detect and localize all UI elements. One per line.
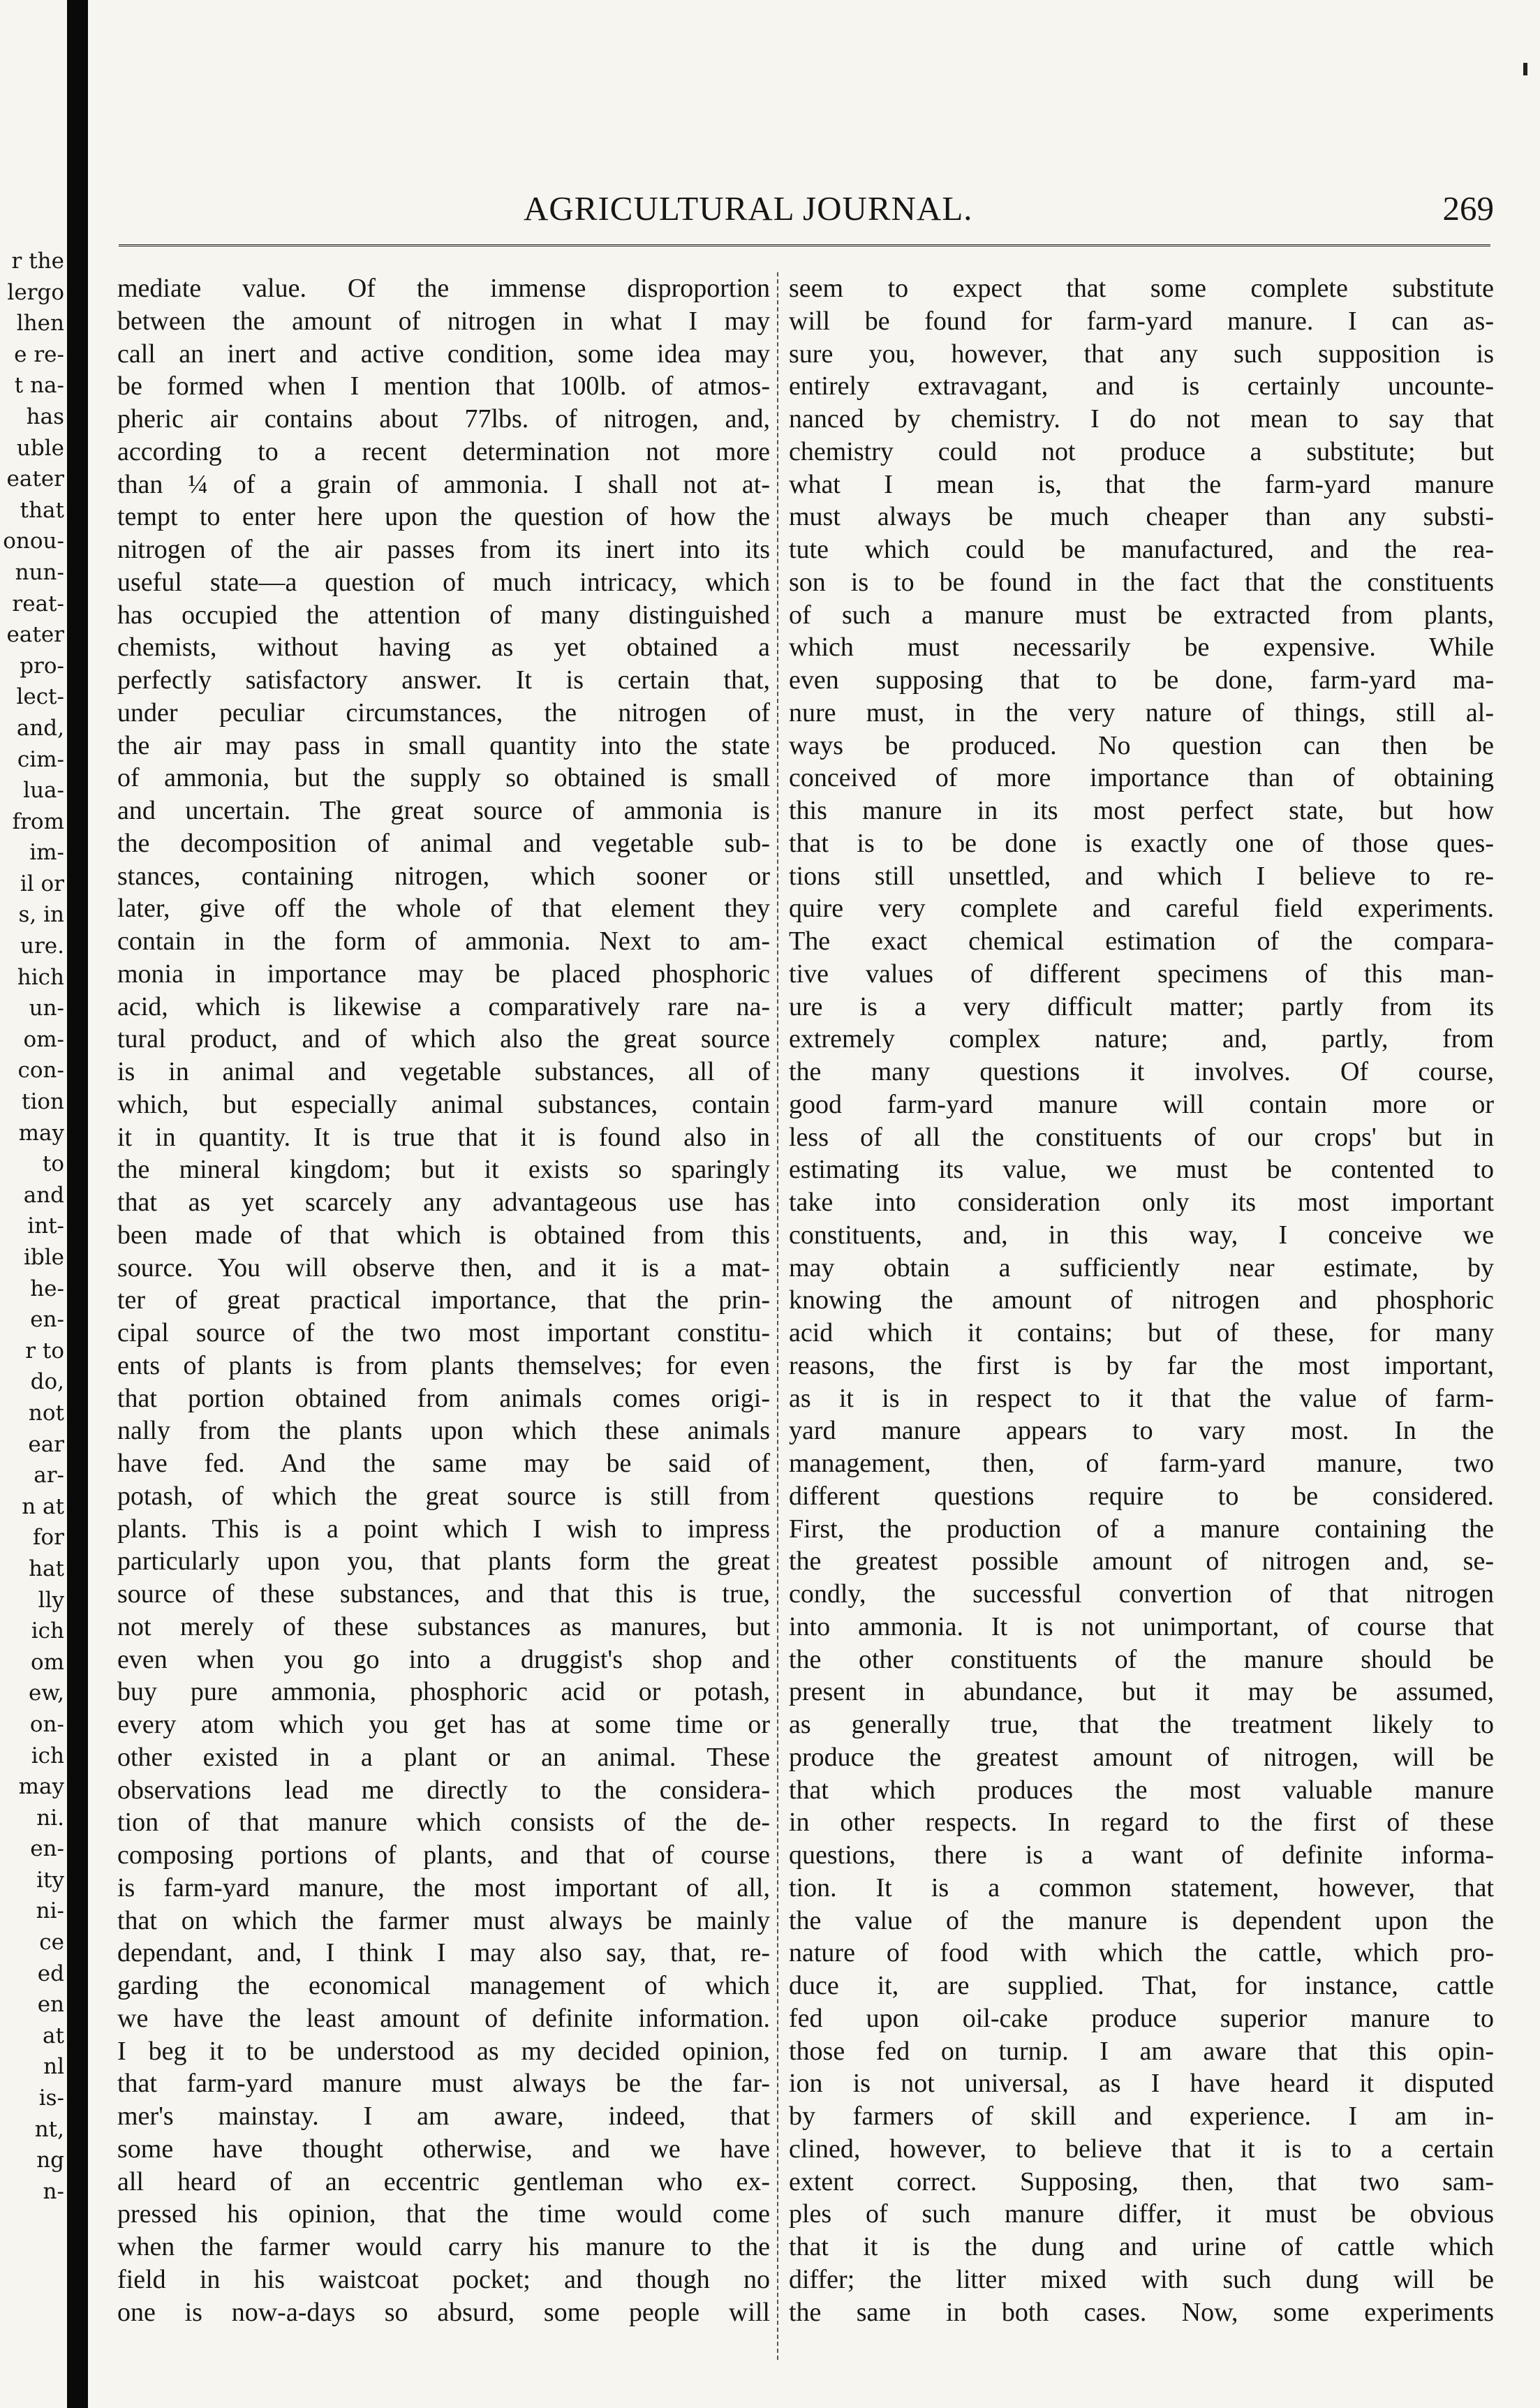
fragment-line: nl	[43, 2054, 64, 2080]
fragment-line: hat	[29, 1556, 64, 1581]
fragment-line: t na-	[14, 373, 64, 399]
text-line: has occupied the attention of many distinguished	[117, 600, 770, 630]
fragment-line: from	[12, 808, 64, 834]
text-line: tute which could be manufactured, and the rea-	[789, 535, 1494, 564]
text-line: by farmers of skill and experience. I am in-	[789, 2102, 1494, 2131]
text-line: tion. It is a common statement, however, that	[789, 1873, 1494, 1903]
fragment-line: lua-	[23, 778, 64, 804]
fragment-line: s, in	[18, 902, 64, 928]
text-line: that as yet scarcely any advantageous use has	[117, 1188, 770, 1217]
fragment-line: ni-	[36, 1898, 64, 1924]
text-line: clined, however, to believe that it is to a certain	[789, 2134, 1494, 2164]
text-line: nally from the plants upon which these animals	[117, 1416, 770, 1446]
text-line: and uncertain. The great source of ammonia is	[117, 796, 770, 825]
fragment-line: om-	[23, 1026, 64, 1052]
fragment-line: ew,	[28, 1681, 64, 1706]
text-line: differ; the litter mixed with such dung will be	[789, 2264, 1494, 2294]
fragment-line: is-	[38, 2085, 64, 2111]
text-line: present in abundance, but it may be assumed,	[789, 1677, 1494, 1707]
text-line: seem to expect that some complete substitute	[789, 274, 1494, 303]
text-line: management, then, of farm-yard manure, two	[789, 1449, 1494, 1478]
text-line: not merely of these substances as manures, but	[117, 1611, 770, 1641]
text-line: which must necessarily be expensive. While	[789, 633, 1494, 663]
fragment-line: en	[37, 1992, 64, 2018]
text-line: which, but especially animal substances, contain	[117, 1089, 770, 1119]
text-line: is farm-yard manure, the most important of all,	[117, 1873, 770, 1903]
fragment-line: lhen	[16, 311, 64, 337]
edge-mark	[1523, 63, 1527, 75]
fragment-line: do,	[30, 1369, 64, 1395]
fragment-line: eater	[6, 466, 64, 492]
running-head	[105, 189, 1494, 237]
text-line: source of these substances, and that this is true,	[117, 1579, 770, 1609]
text-line: the decomposition of animal and vegetable sub-	[117, 828, 770, 858]
column-divider	[777, 272, 778, 2360]
fragment-line: nt,	[34, 2116, 64, 2142]
text-line: tural product, and of which also the great source	[117, 1024, 770, 1054]
fragment-line: may	[18, 1120, 64, 1146]
text-line: than ¼ of a grain of ammonia. I shall not at-	[117, 469, 770, 499]
text-line: garding the economical management of which	[117, 1971, 770, 2000]
text-line: extremely complex nature; and, partly, from	[789, 1024, 1494, 1054]
text-line: duce it, are supplied. That, for instance, cattle	[789, 1971, 1494, 2000]
text-line: contain in the form of ammonia. Next to am-	[117, 926, 770, 956]
text-line: the many questions it involves. Of course,	[789, 1057, 1494, 1086]
text-line: dependant, and, I think I may also say, that, re-	[117, 1938, 770, 1968]
fragment-line: nun-	[15, 559, 64, 585]
text-line: fed upon oil-cake produce superior manure to	[789, 2003, 1494, 2033]
fragment-line: for	[33, 1525, 64, 1551]
fragment-line: ear	[28, 1431, 64, 1457]
fragment-line: ity	[36, 1867, 64, 1893]
text-line: into ammonia. It is not unimportant, of course that	[789, 1611, 1494, 1641]
text-line: nature of food with which the cattle, which pro-	[789, 1938, 1494, 1968]
right-text-column	[789, 272, 1494, 2360]
fragment-line: ich	[31, 1618, 64, 1644]
text-line: the same in both cases. Now, some experiments	[789, 2297, 1494, 2327]
text-line: even when you go into a druggist's shop and	[117, 1644, 770, 1674]
text-line: it in quantity. It is true that it is found also in	[117, 1122, 770, 1152]
text-line: observations lead me directly to the considera-	[117, 1775, 770, 1805]
text-line: every atom which you get has at some time or	[117, 1710, 770, 1739]
text-line: different questions require to be considered.	[789, 1481, 1494, 1511]
text-line: the mineral kingdom; but it exists so sparingly	[117, 1155, 770, 1185]
text-line: nanced by chemistry. I do not mean to say that	[789, 404, 1494, 434]
text-line: that is to be done is exactly one of those ques-	[789, 828, 1494, 858]
text-line: potash, of which the great source is still from	[117, 1481, 770, 1511]
text-line: The exact chemical estimation of the compara-	[789, 926, 1494, 956]
text-line: as it is in respect to it that the value of farm-	[789, 1383, 1494, 1413]
left-text-column	[117, 272, 770, 2360]
text-line: in other respects. In regard to the first of these	[789, 1808, 1494, 1838]
fragment-line: ni.	[36, 1805, 64, 1831]
fragment-line: con-	[17, 1058, 64, 1084]
text-line: condly, the successful convertion of that nitrogen	[789, 1579, 1494, 1609]
text-line: what I mean is, that the farm-yard manure	[789, 469, 1494, 499]
text-line: nure must, in the very nature of things, still al-	[789, 697, 1494, 727]
text-line: reasons, the first is by far the most important,	[789, 1350, 1494, 1380]
text-line: even supposing that to be done, farm-yard ma-	[789, 665, 1494, 695]
text-line: yard manure appears to vary most. In the	[789, 1416, 1494, 1446]
text-line: field in his waistcoat pocket; and though no	[117, 2264, 770, 2294]
text-line: the greatest possible amount of nitrogen and, se-	[789, 1546, 1494, 1576]
text-line: that portion obtained from animals comes origi-	[117, 1383, 770, 1413]
fragment-line: r the	[11, 249, 64, 274]
fragment-line: that	[20, 497, 64, 523]
text-line: stances, containing nitrogen, which sooner or	[117, 861, 770, 891]
fragment-line: om	[30, 1649, 64, 1675]
text-line: of ammonia, but the supply so obtained is small	[117, 763, 770, 793]
text-line: between the amount of nitrogen in what I may	[117, 306, 770, 336]
text-line: this manure in its most perfect state, but how	[789, 796, 1494, 825]
text-line: cipal source of the two most important constitu-	[117, 1318, 770, 1347]
text-line: mer's mainstay. I am aware, indeed, that	[117, 2102, 770, 2131]
text-line: I beg it to be understood as my decided opinion,	[117, 2036, 770, 2066]
text-line: useful state—a question of much intricacy, which	[117, 567, 770, 597]
text-line: is in animal and vegetable substances, all of	[117, 1057, 770, 1086]
text-line: have fed. And the same may be said of	[117, 1449, 770, 1478]
text-line: ion is not universal, as I have heard it disputed	[789, 2069, 1494, 2099]
text-line: acid which it contains; but of these, for many	[789, 1318, 1494, 1347]
fragment-line: ure.	[20, 933, 64, 959]
fragment-line: im-	[29, 840, 64, 866]
text-line: that it is the dung and urine of cattle which	[789, 2232, 1494, 2261]
text-line: be formed when I mention that 100lb. of atmos-	[117, 371, 770, 401]
text-line: tions still unsettled, and which I believe to re-	[789, 861, 1494, 891]
fragment-line: en-	[30, 1307, 64, 1333]
text-line: knowing the amount of nitrogen and phosphoric	[789, 1285, 1494, 1315]
text-line: that farm-yard manure must always be the far-	[117, 2069, 770, 2099]
text-line: other existed in a plant or an animal. These	[117, 1742, 770, 1772]
fragment-line: on-	[29, 1711, 64, 1737]
text-line: the air may pass in small quantity into the state	[117, 730, 770, 760]
text-line: call an inert and active condition, some idea may	[117, 339, 770, 369]
fragment-line: lergo	[7, 279, 64, 305]
fragment-line: at	[43, 2023, 64, 2048]
text-line: we have the least amount of definite information.	[117, 2003, 770, 2033]
text-line: monia in importance may be placed phosphoric	[117, 959, 770, 989]
text-line: those fed on turnip. I am aware that this opin-	[789, 2036, 1494, 2066]
fragment-line: n at	[22, 1493, 64, 1519]
fragment-line: ed	[37, 1960, 64, 1986]
text-line: under peculiar circumstances, the nitrogen of	[117, 697, 770, 727]
fragment-line: may	[18, 1774, 64, 1800]
text-line: must always be much cheaper than any substi-	[789, 502, 1494, 532]
fragment-line: r to	[25, 1338, 64, 1364]
page-number: 269	[1442, 189, 1494, 228]
fragment-line: e re-	[14, 341, 64, 367]
previous-page-column-fragment	[0, 246, 64, 2382]
text-line: tive values of different specimens of this man-	[789, 959, 1494, 989]
fragment-line: has	[26, 404, 64, 429]
fragment-line: en-	[30, 1836, 64, 1862]
fragment-line: ng	[36, 2148, 64, 2173]
fragment-line: onou-	[3, 529, 64, 554]
text-line: the value of the manure is dependent upon the	[789, 1905, 1494, 1935]
text-line: chemistry could not produce a substitute; but	[789, 436, 1494, 466]
text-line: ways be produced. No question can then be	[789, 730, 1494, 760]
text-line: quire very complete and careful field experiments.	[789, 894, 1494, 924]
text-line: that which produces the most valuable manure	[789, 1775, 1494, 1805]
text-line: constituents, and, in this way, I conceive we	[789, 1220, 1494, 1250]
text-line: take into consideration only its most important	[789, 1188, 1494, 1217]
text-line: ples of such manure differ, it must be obvious	[789, 2199, 1494, 2229]
text-line: nitrogen of the air passes from its inert into its	[117, 535, 770, 564]
fragment-line: not	[28, 1400, 64, 1426]
fragment-line: int-	[27, 1213, 64, 1239]
text-line: chemists, without having as yet obtained a	[117, 633, 770, 663]
fragment-line: uble	[16, 435, 64, 461]
fragment-line: ich	[31, 1743, 64, 1768]
fragment-line: il or	[20, 871, 64, 896]
text-line: ter of great practical importance, that the prin-	[117, 1285, 770, 1315]
text-line: source. You will observe then, and it is a mat-	[117, 1253, 770, 1283]
text-line: one is now-a-days so absurd, some people will	[117, 2297, 770, 2327]
text-line: pheric air contains about 77lbs. of nitrogen, and,	[117, 404, 770, 434]
fragment-line: cim-	[17, 746, 64, 772]
text-line: of such a manure must be extracted from plants,	[789, 600, 1494, 630]
fragment-line: hich	[17, 964, 64, 990]
text-line: when the farmer would carry his manure to the	[117, 2232, 770, 2261]
text-line: according to a recent determination not more	[117, 436, 770, 466]
text-line: good farm-yard manure will contain more or	[789, 1089, 1494, 1119]
fragment-line: reat-	[12, 591, 64, 616]
header-rule	[119, 244, 1490, 246]
text-line: pressed his opinion, that the time would come	[117, 2199, 770, 2229]
text-line: plants. This is a point which I wish to impress	[117, 1514, 770, 1544]
binding-gutter	[67, 0, 88, 2408]
running-title: AGRICULTURAL JOURNAL.	[524, 189, 973, 228]
fragment-line: lect-	[16, 684, 64, 710]
text-line: mediate value. Of the immense disproportion	[117, 274, 770, 303]
text-line: acid, which is likewise a comparatively rare na-	[117, 991, 770, 1021]
text-line: that on which the farmer must always be mainly	[117, 1905, 770, 1935]
fragment-line: he-	[30, 1276, 64, 1301]
text-line: First, the production of a manure containing the	[789, 1514, 1494, 1544]
text-line: composing portions of plants, and that of course	[117, 1840, 770, 1870]
text-line: later, give off the whole of that element they	[117, 894, 770, 924]
text-line: less of all the constituents of our crops' but in	[789, 1122, 1494, 1152]
fragment-line: eater	[6, 622, 64, 648]
text-line: particularly upon you, that plants form the great	[117, 1546, 770, 1576]
text-line: entirely extravagant, and is certainly uncounte-	[789, 371, 1494, 401]
text-line: the other constituents of the manure should be	[789, 1644, 1494, 1674]
text-line: questions, there is a want of definite informa-	[789, 1840, 1494, 1870]
text-line: ure is a very difficult matter; partly from its	[789, 991, 1494, 1021]
fragment-line: ible	[23, 1245, 64, 1270]
fragment-line: un-	[29, 996, 64, 1021]
fragment-line: and,	[16, 715, 64, 741]
fragment-line: and	[23, 1182, 64, 1208]
text-line: buy pure ammonia, phosphoric acid or potash,	[117, 1677, 770, 1707]
text-line: son is to be found in the fact that the constituents	[789, 567, 1494, 597]
text-line: produce the greatest amount of nitrogen, will be	[789, 1742, 1494, 1772]
text-line: sure you, however, that any such supposition is	[789, 339, 1494, 369]
fragment-line: to	[42, 1151, 64, 1177]
text-line: ents of plants is from plants themselves; for even	[117, 1350, 770, 1380]
text-line: as generally true, that the treatment likely to	[789, 1710, 1494, 1739]
fragment-line: pro-	[20, 653, 64, 679]
text-line: tion of that manure which consists of the de-	[117, 1808, 770, 1838]
fragment-line: lly	[38, 1587, 64, 1613]
text-line: conceived of more importance than of obtaining	[789, 763, 1494, 793]
fragment-line: n-	[43, 2178, 64, 2204]
text-line: perfectly satisfactory answer. It is certain that,	[117, 665, 770, 695]
text-line: will be found for farm-yard manure. I can as-	[789, 306, 1494, 336]
text-line: all heard of an eccentric gentleman who ex-	[117, 2166, 770, 2196]
text-line: been made of that which is obtained from this	[117, 1220, 770, 1250]
text-line: some have thought otherwise, and we have	[117, 2134, 770, 2164]
fragment-line: ce	[39, 1930, 64, 1956]
text-line: extent correct. Supposing, then, that two sam-	[789, 2166, 1494, 2196]
text-line: estimating its value, we must be contented to	[789, 1155, 1494, 1185]
fragment-line: ar-	[34, 1463, 64, 1489]
fragment-line: tion	[21, 1089, 64, 1115]
text-line: tempt to enter here upon the question of how the	[117, 502, 770, 532]
text-line: may obtain a sufficiently near estimate, by	[789, 1253, 1494, 1283]
